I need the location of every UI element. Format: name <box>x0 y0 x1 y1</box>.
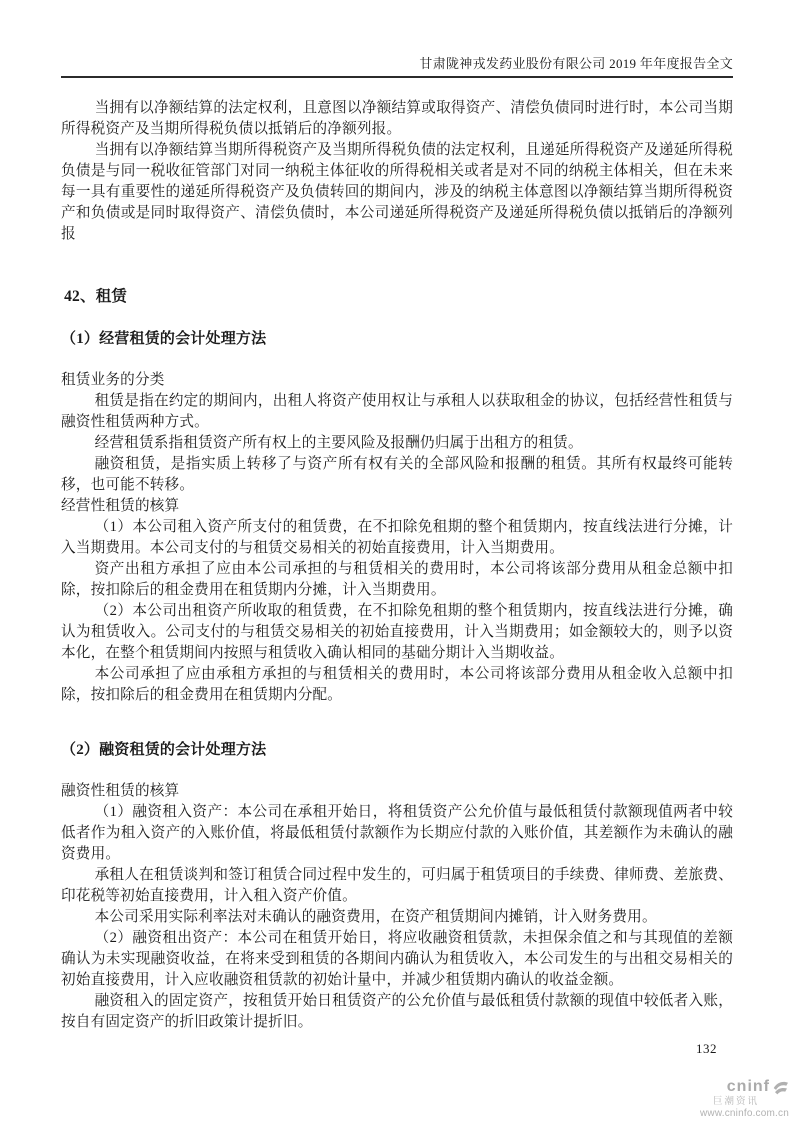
paragraph: （2）本公司出租资产所收取的租赁费，在不扣除免租期的整个租赁期内，按直线法进行分摊，确认为租赁收入。公司支付的与租赁交易相关的初始直接费用，计入当期费用；如金额较大的，则予以资本化，在整个租赁期间内按照与租赁收入确认相同的基础分期计入当期收益。 <box>61 603 733 661</box>
swirl-icon <box>772 1080 789 1095</box>
paragraph: 经营租赁系指租赁资产所有权上的主要风险及报酬仍归属于出租方的租赁。 <box>94 435 583 451</box>
paragraph: 融资租赁，是指实质上转移了与资产所有权有关的全部风险和报酬的租赁。其所有权最终可能转移，也可能不转移。 <box>61 456 733 493</box>
paragraph: 当拥有以净额结算的法定权利，且意图以净额结算或取得资产、清偿负债同时进行时，本公司当期所得税资产及当期所得税负债以抵销后的净额列报。 <box>61 100 733 137</box>
label-line: 租赁业务的分类 <box>61 372 165 388</box>
paragraph: 租赁是指在约定的期间内，出租人将资产使用权让与承租人以获取租金的协议，包括经营性租赁与融资性租赁两种方式。 <box>61 393 733 430</box>
subsection-heading: （1）经营租赁的会计处理方法 <box>61 331 267 347</box>
paragraph: 本公司承担了应由承租方承担的与租赁相关的费用时，本公司将该部分费用从租金收入总额中扣除，按扣除后的租金费用在租赁期内分配。 <box>61 666 733 703</box>
report-header <box>61 0 733 78</box>
paragraph: 资产出租方承担了应由本公司承担的与租赁相关的费用时，本公司将该部分费用从租金总额中扣除，按扣除后的租金费用在租赁期内分摊，计入当期费用。 <box>61 561 733 598</box>
logo-url: www.cninfo.com.cn <box>700 1107 789 1119</box>
page-number: 132 <box>696 1041 717 1056</box>
paragraph: 融资租入的固定资产，按租赁开始日租赁资产的公允价值与最低租赁付款额的现值中较低者入账，按自有固定资产的折旧政策计提折旧。 <box>61 993 733 1030</box>
paragraph: 当拥有以净额结算当期所得税资产及当期所得税负债的法定权利，且递延所得税资产及递延所得税负债是与同一税收征管部门对同一纳税主体征收的所得税相关或者是对不同的纳税主体相关，但在未来每一具有重要性的递延所得税资产及负债转回的期间内，涉及的纳税主体意图以净额结算当期所得税资产和负债或是同时取得资产、清偿负债时，本公司递延所得税资产及递延所得税负债以抵销后的净额列报 <box>61 142 733 242</box>
logo-brand-text: cninf <box>726 1078 770 1095</box>
label-line: 融资性租赁的核算 <box>61 783 180 799</box>
paragraph: （2）融资租出资产：本公司在租赁开始日，将应收融资租赁款，未担保余值之和与其现值的差额确认为未实现融资收益，在将来受到租赁的各期间内确认为租赁收入，本公司发生的与出租交易相关的初始直接费用，计入应收融资租赁款的初始计量中，并减少租赁期内确认的收益金额。 <box>61 930 733 988</box>
subsection-heading: （2）融资租赁的会计处理方法 <box>61 742 267 758</box>
paragraph: 承租人在租赁谈判和签订租赁合同过程中发生的，可归属于租赁项目的手续费、律师费、差旅费、印花税等初始直接费用，计入租入资产价值。 <box>61 867 733 904</box>
paragraph: （1）融资租入资产：本公司在承租开始日，将租赁资产公允价值与最低租赁付款额现值两者中较低者作为租入资产的入账价值，将最低租赁付款额作为长期应付款的入账价值，其差额作为未确认的融资费用。 <box>61 804 733 862</box>
paragraph: 本公司采用实际利率法对未确认的融资费用，在资产租赁期间内摊销，计入财务费用。 <box>94 909 657 925</box>
label-line: 经营性租赁的核算 <box>61 498 180 514</box>
logo-top-row <box>700 1079 789 1095</box>
report-header-title: 甘肃陇神戎发药业股份有限公司 2019 年年度报告全文 <box>419 56 733 71</box>
cninfo-logo <box>700 1079 789 1119</box>
section-heading: 42、租赁 <box>64 288 128 305</box>
logo-caption: 巨潮资讯 <box>712 1096 759 1107</box>
paragraph: （1）本公司租入资产所支付的租赁费，在不扣除免租期的整个租赁期内，按直线法进行分摊，计入当期费用。本公司支付的与租赁交易相关的初始直接费用，计入当期费用。 <box>61 519 733 556</box>
document-body <box>61 98 733 1033</box>
